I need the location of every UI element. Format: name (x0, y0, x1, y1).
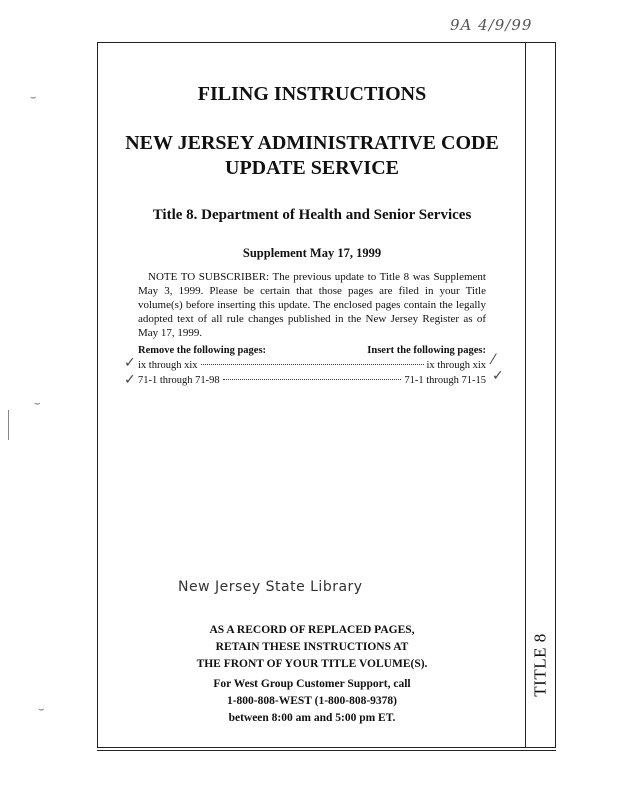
subscriber-note (138, 270, 486, 340)
spine-label (527, 605, 555, 725)
support-line: For West Group Customer Support, call (213, 678, 411, 690)
checkmark-icon: ✓ (124, 372, 136, 388)
checkmark-icon: ✓ (492, 368, 504, 384)
remove-header: Remove the following pages: (138, 345, 267, 356)
support-line: 1-800-808-WEST (1-800-808-9378) (226, 695, 398, 707)
handwritten-annotation: 9A 4/9/99 (450, 16, 533, 34)
insert-header: Insert the following pages: (367, 345, 486, 356)
remove-pages: ix through xix (138, 360, 198, 371)
margin-line (8, 410, 9, 440)
leader-dots (223, 379, 402, 380)
margin-mark: ⌣ (38, 704, 45, 715)
record-notice (97, 622, 527, 673)
table-row (138, 360, 486, 371)
margin-mark: ⌣ (30, 92, 37, 103)
title-subtitle: Title 8. Department of Health and Senior Services (152, 207, 472, 223)
record-notice-line: THE FRONT OF YOUR TITLE VOLUME(S). (196, 658, 428, 670)
pages-table-header (138, 345, 486, 356)
subscriber-note-text: NOTE TO SUBSCRIBER: The previous update to Title 8 was Supplement May 3, 1999. Please be certain that those pages are filed in your Title volume(s) before inserting this update. The enclosed pages contain the legally adopted text of all rule changes published in the New Jersey Register as of May 17, 1999. (138, 271, 486, 339)
customer-support (97, 676, 527, 727)
library-stamp: New Jersey State Library (178, 579, 363, 595)
table-row (138, 375, 486, 386)
page-frame-double-rule (97, 750, 556, 751)
code-title-line2: UPDATE SERVICE (225, 157, 399, 179)
page-title: FILING INSTRUCTIONS (197, 83, 427, 105)
checkmark-icon: ⁄ (492, 352, 495, 368)
insert-pages: ix through xix (426, 360, 486, 371)
supplement-date: Supplement May 17, 1999 (242, 246, 382, 260)
margin-mark: ⌣ (34, 398, 41, 409)
checkmark-icon: ✓ (124, 355, 136, 371)
support-line: between 8:00 am and 5:00 pm ET. (228, 712, 396, 724)
insert-pages: 71-1 through 71-15 (404, 375, 486, 386)
code-title-line1: NEW JERSEY ADMINISTRATIVE CODE (125, 132, 499, 154)
code-title (97, 131, 527, 181)
remove-pages: 71-1 through 71-98 (138, 375, 220, 386)
leader-dots (201, 364, 424, 365)
spine-label-text: TITLE 8 (531, 633, 551, 697)
record-notice-line: AS A RECORD OF REPLACED PAGES, (209, 624, 415, 636)
record-notice-line: RETAIN THESE INSTRUCTIONS AT (215, 641, 409, 653)
